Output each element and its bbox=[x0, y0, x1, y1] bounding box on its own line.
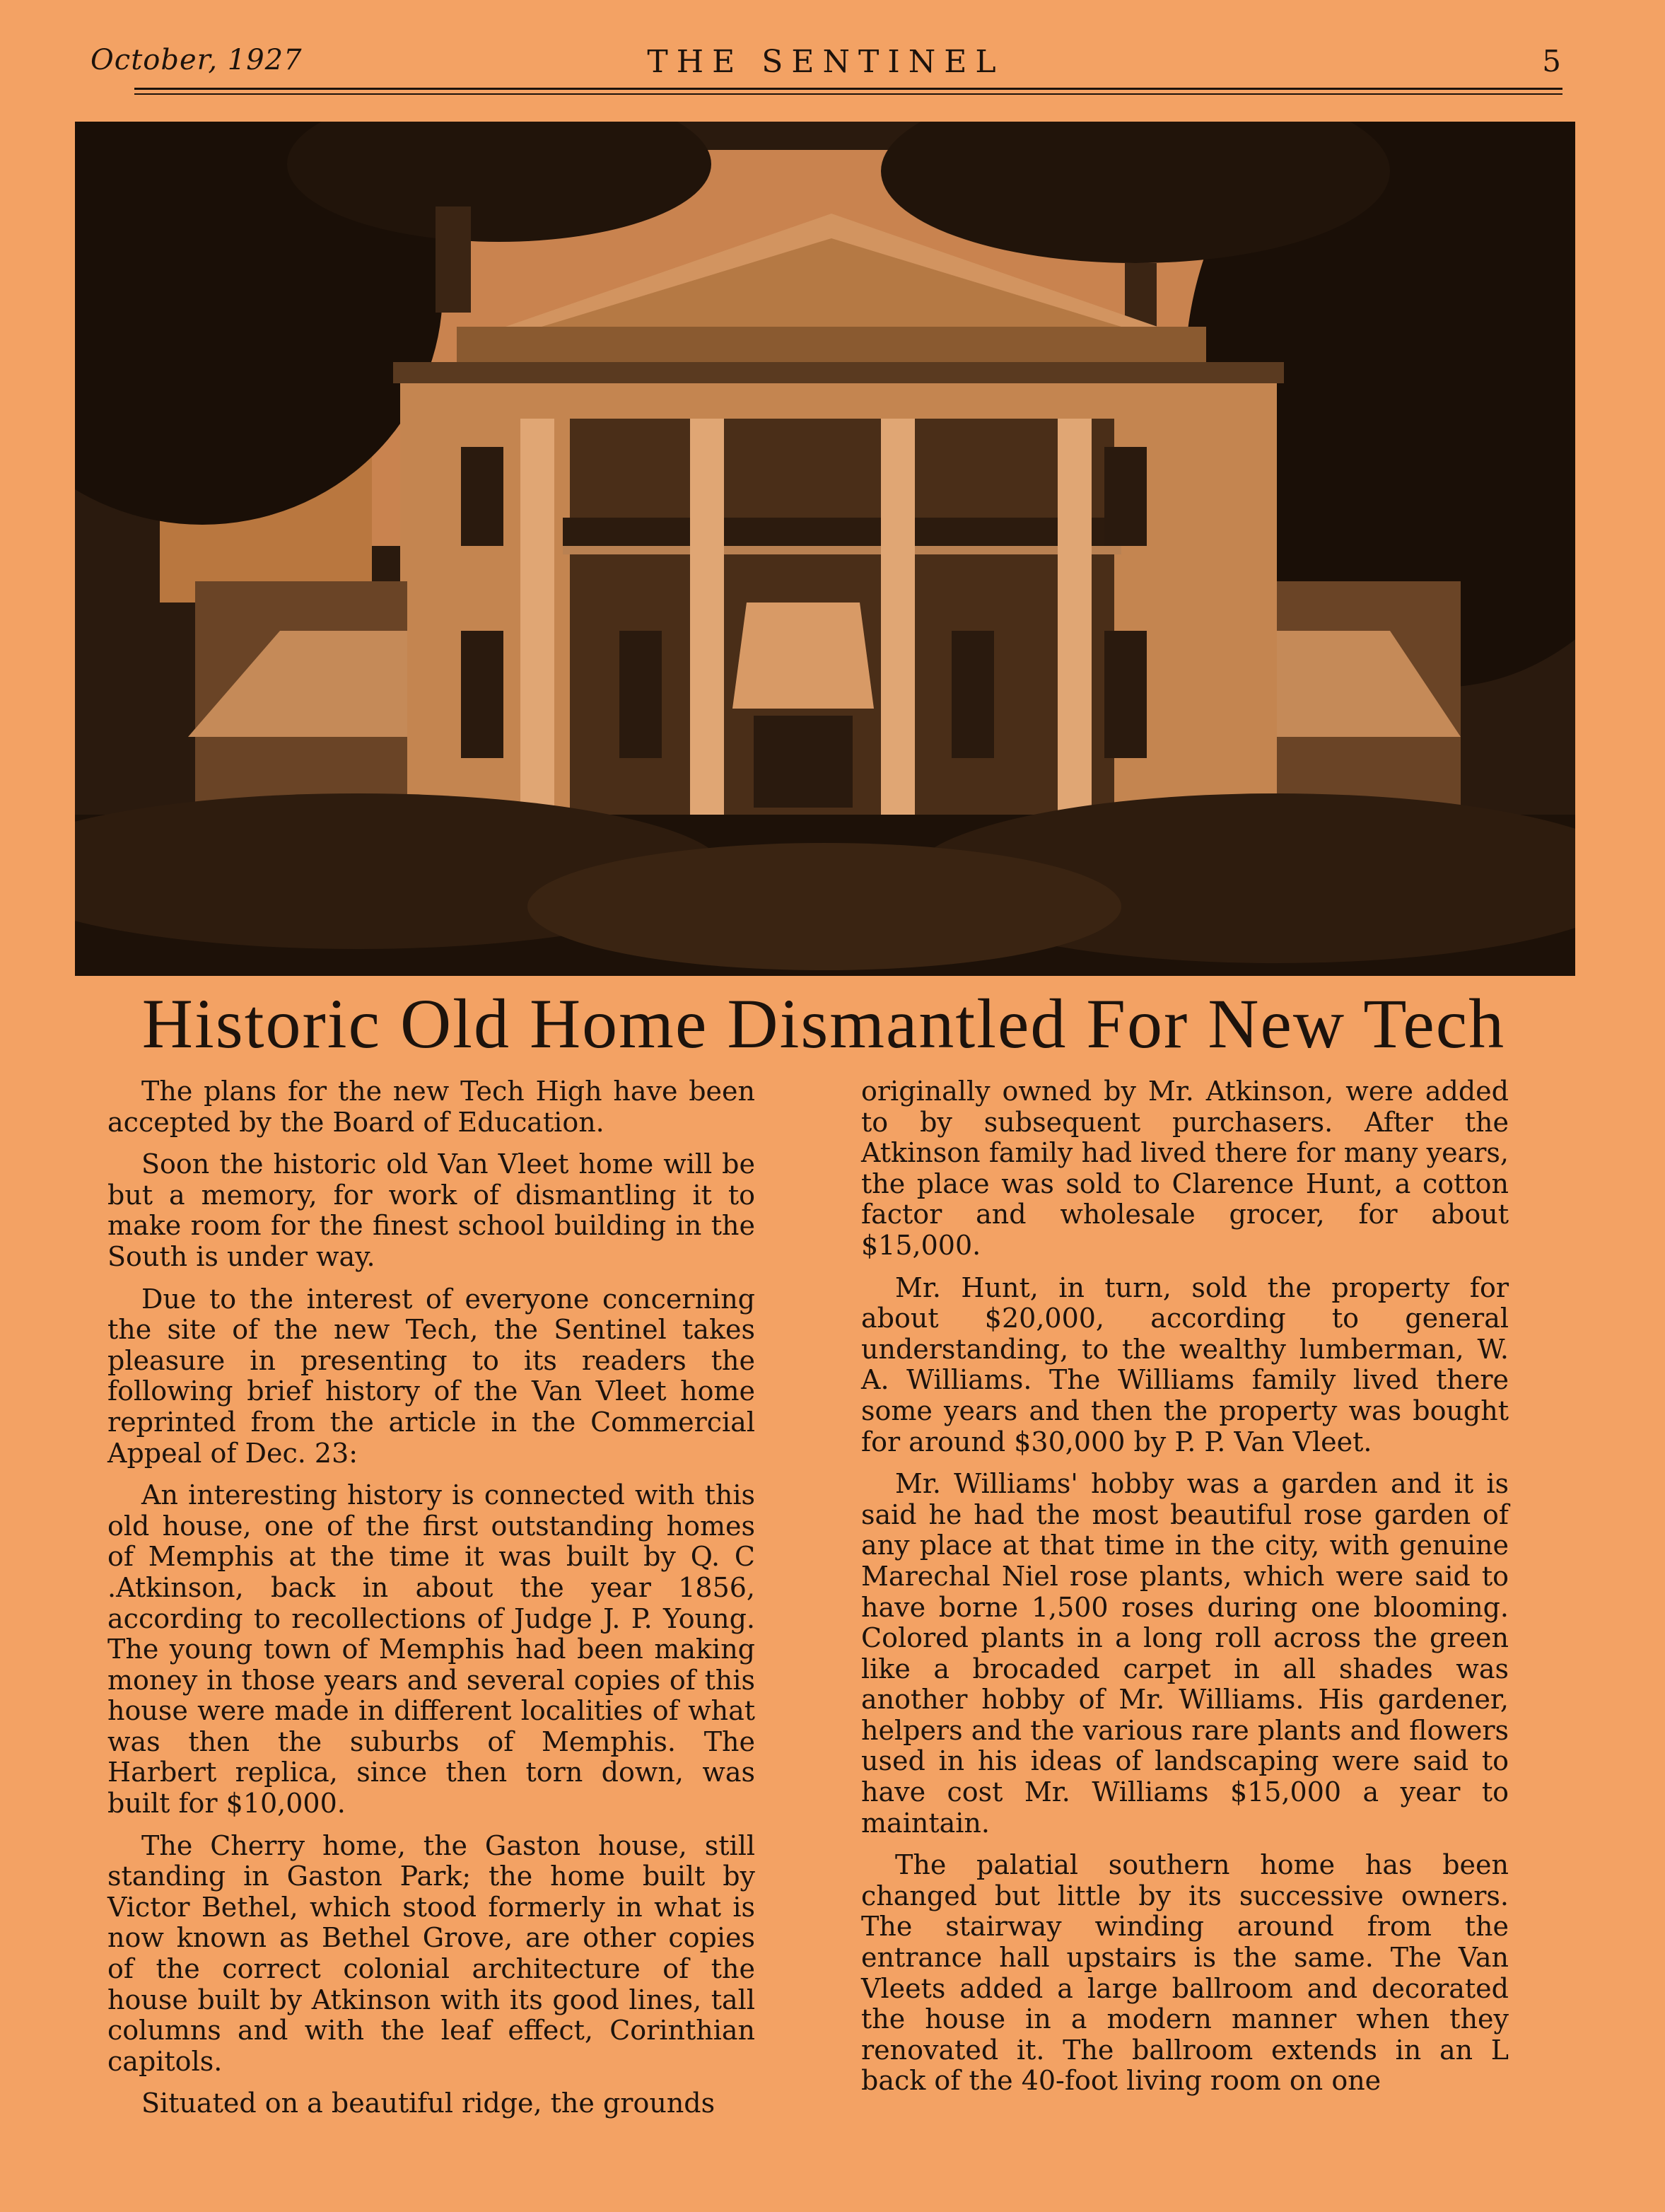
paragraph: The Cherry home, the Gaston house, still standing in Gaston Park; the home built by Victor Bethel, which stood formerly in what is now known as Bethel Grove, are other copies of the correct colonial architecture of the house built by Atkinson with its good lines, tall columns and with the leaf effect, Corinthian capitols. bbox=[107, 1829, 755, 2077]
paragraph: Due to the interest of everyone concerning the site of the new Tech, the Sentinel takes pleasure in presenting to its readers the following brief history of the Van Vleet home reprinted from the article in the Commercial Appeal of Dec. 23: bbox=[107, 1283, 755, 1469]
masthead bbox=[90, 44, 1561, 83]
mansion-illustration bbox=[75, 122, 1575, 976]
paragraph: Situated on a beautiful ridge, the grounds bbox=[141, 2088, 715, 2119]
paragraph: Soon the historic old Van Vleet home will be but a memory, for work of dismantling it to make room for the finest school building in the South is under way. bbox=[107, 1148, 755, 1272]
paragraph: Mr. Hunt, in turn, sold the property for about $20,000, according to general understanding, to the wealthy lumberman, W. A. Williams. The Williams family lived there some years and then the property was bought for around $30,000 by P. P. Van Vleet. bbox=[861, 1271, 1509, 1457]
article-left-column bbox=[107, 1076, 755, 2131]
publication-title: THE SENTINEL bbox=[647, 44, 1005, 80]
article-right-column bbox=[861, 1076, 1509, 2108]
mansion-photograph bbox=[75, 122, 1575, 976]
paragraph: Mr. Williams' hobby was a garden and it is said he had the most beautiful rose garden of any place at that time in the city, with genuine Marechal Niel rose plants, which were said to have borne 1,500 roses during one blooming. Colored plants in a long roll across the green like a brocaded carpet in all shades was another hobby of Mr. Williams. His gardener, helpers and the various rare plants and flowers used in his ideas of landscaping were said to have cost Mr. Williams $15,000 a year to maintain. bbox=[861, 1468, 1509, 1839]
paragraph: The palatial southern home has been changed but little by its successive owners. The stairway winding around from the entrance hall upstairs is the same. The Van Vleets added a large ballroom and decorated the house in a modern manner when they renovated it. The ballroom extends in an L back of the 40-foot living room on one bbox=[861, 1849, 1509, 2097]
header-rule-thick bbox=[134, 88, 1562, 90]
page-number: 5 bbox=[1542, 44, 1561, 78]
paragraph: An interesting history is connected with this old house, one of the first outstanding homes of Memphis at the time it was built by Q. C .Atkinson, back in about the year 1856, according to recollections of Judge J. P. Young. The young town of Memphis had been making money in those years and several copies of this house were made in different localities of what was then the suburbs of Memphis. The Harbert replica, since then torn down, was built for $10,000. bbox=[107, 1479, 755, 1820]
article-headline: Historic Old Home Dismantled For New Tech bbox=[141, 984, 1506, 1063]
paragraph: originally owned by Mr. Atkinson, were added to by subsequent purchasers. After the Atkinson family had lived there for many years, the place was sold to Clarence Hunt, a cotton factor and wholesale grocer, for about $15,000. bbox=[861, 1076, 1509, 1261]
header-rule-thin bbox=[134, 93, 1562, 95]
paragraph: The plans for the new Tech High have been accepted by the Board of Education. bbox=[107, 1076, 755, 1138]
issue-date: October, 1927 bbox=[90, 44, 303, 76]
